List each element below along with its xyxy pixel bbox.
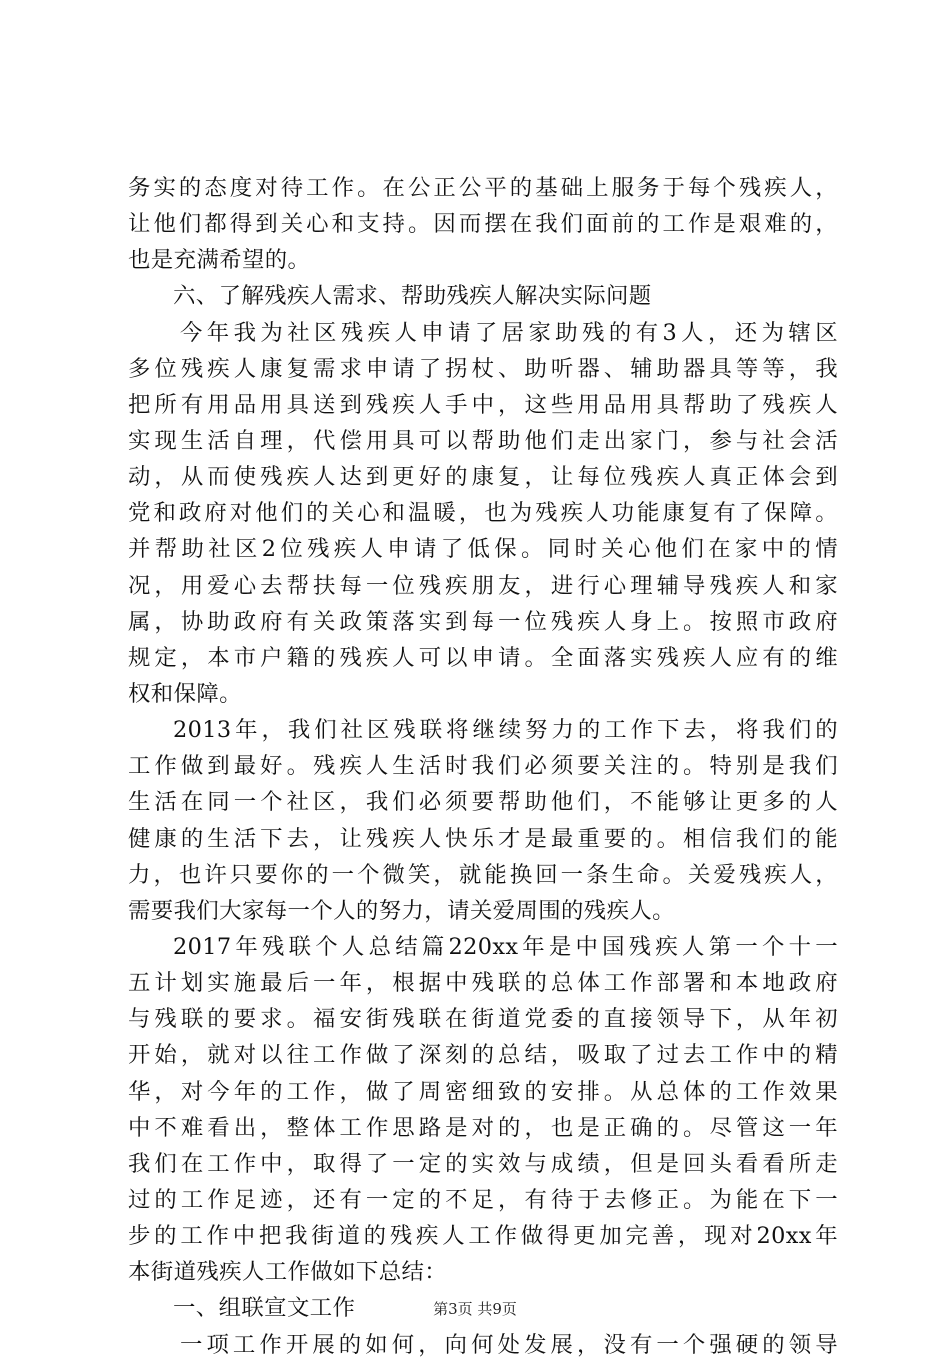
text-line: 实现生活自理，代偿用具可以帮助他们走出家门，参与社会活 [128,427,838,454]
text-line: 一项工作开展的如何，向何处发展，没有一个强硬的领导 [180,1331,838,1358]
text-line: 今年我为社区残疾人申请了居家助残的有3人，还为辖区 [180,319,838,346]
text-line: 力，也许只要你的一个微笑，就能换回一条生命。关爱残疾人， [128,861,838,888]
text-line: 需要我们大家每一个人的努力，请关爱周围的残疾人。 [128,897,675,924]
page-number: 第3页 共9页 [433,1300,517,1318]
text-line: 多位残疾人康复需求申请了拐杖、助听器、辅助器具等等，我 [128,355,838,382]
page-footer [0,1298,950,1319]
text-line: 与残联的要求。福安街残联在街道党委的直接领导下，从年初 [128,1006,838,1033]
text-line: 工作做到最好。残疾人生活时我们必须要关注的。特别是我们 [128,753,838,780]
text-line: 并帮助社区2位残疾人申请了低保。同时关心他们在家中的情 [128,536,838,563]
text-line: 2017年残联个人总结篇220xx年是中国残疾人第一个十一 [173,933,838,960]
text-line: 把所有用品用具送到残疾人手中，这些用品用具帮助了残疾人 [128,391,838,418]
text-line: 权和保障。 [128,680,242,707]
text-line: 也是充满希望的。 [128,247,311,274]
text-line: 属，协助政府有关政策落实到每一位残疾人身上。按照市政府 [128,608,838,635]
document-body [128,170,838,1363]
text-line: 务实的态度对待工作。在公正公平的基础上服务于每个残疾人， [128,175,838,201]
text-line: 我们在工作中，取得了一定的实效与成绩，但是回头看看所走 [128,1150,838,1177]
text-line: 健康的生活下去，让残疾人快乐才是最重要的。相信我们的能 [128,825,838,852]
text-line: 过的工作足迹，还有一定的不足，有待于去修正。为能在下一 [128,1186,838,1213]
text-line: 开始，就对以往工作做了深刻的总结，吸取了过去工作中的精 [128,1042,838,1069]
text-line: 动，从而使残疾人达到更好的康复，让每位残疾人真正体会到 [128,464,838,491]
text-line: 让他们都得到关心和支持。因而摆在我们面前的工作是艰难的， [128,211,838,238]
text-line: 中不难看出，整体工作思路是对的，也是正确的。尽管这一年 [128,1114,838,1141]
text-line: 况，用爱心去帮扶每一位残疾朋友，进行心理辅导残疾人和家 [128,572,838,599]
text-line: 五计划实施最后一年，根据中残联的总体工作部署和本地政府 [128,970,838,997]
text-line: 2013年，我们社区残联将继续努力的工作下去，将我们的 [173,717,838,744]
text-line: 本街道残疾人工作做如下总结： [128,1259,448,1286]
text-line: 华，对今年的工作，做了周密细致的安排。从总体的工作效果 [128,1078,838,1105]
section-heading: 一、组联宣文工作 [173,1295,356,1322]
text-line: 生活在同一个社区，我们必须要帮助他们，不能够让更多的人 [128,789,838,816]
text-line: 规定，本市户籍的残疾人可以申请。全面落实残疾人应有的维 [128,644,838,671]
text-line: 党和政府对他们的关心和温暖，也为残疾人功能康复有了保障。 [128,500,838,527]
section-heading: 六、了解残疾人需求、帮助残疾人解决实际问题 [173,283,652,310]
text-line: 步的工作中把我街道的残疾人工作做得更加完善，现对20xx年 [128,1223,838,1250]
